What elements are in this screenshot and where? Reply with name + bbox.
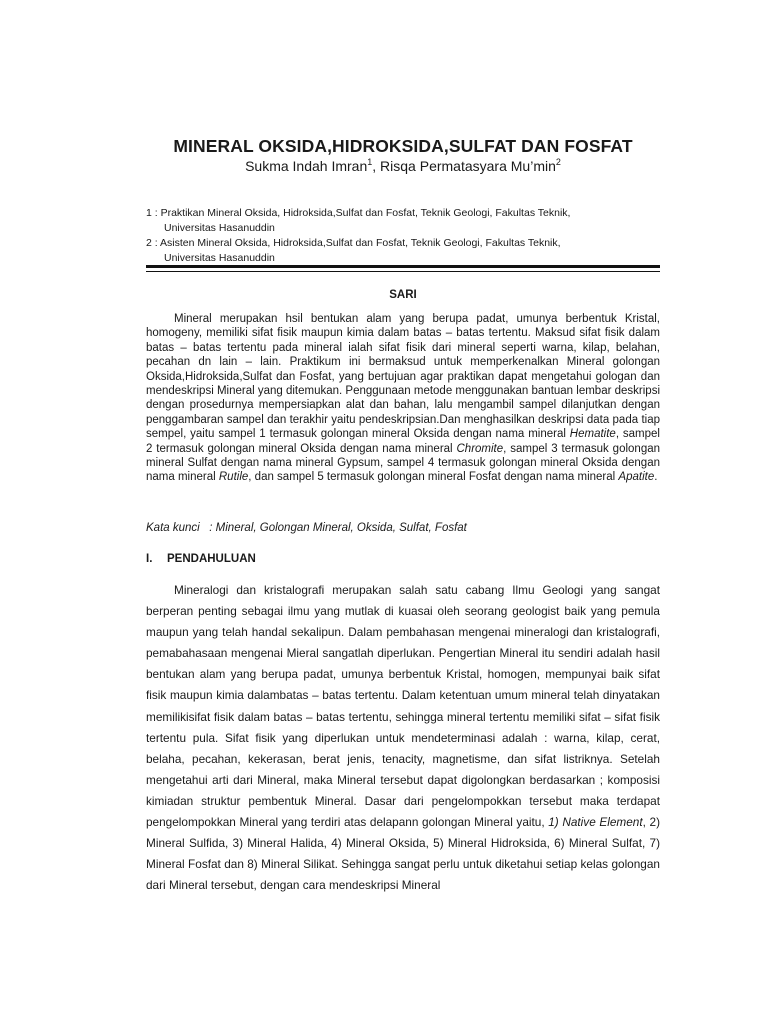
affiliation-2: [146, 236, 660, 266]
paragraph-segment: , 2) Mineral Sulfida, 3) Mineral Halida, 4) Mineral Oksida, 5) Mineral Hidroksida, 6) Mineral Sulfat, 7) Mineral Fosfat dan 8) Mineral Silikat. Sehingga sangat perlu untuk diketahui setiap kelas golongan dari Mineral tersebut, dengan cara mendeskripsi Mineral: [146, 815, 661, 893]
abstract-segment: , sampel 3 termasuk golongan mineral Sulfat dengan nama mineral Gypsum, sampel 4 termasuk golongan mineral Oksida dengan nama mineral: [146, 442, 661, 484]
mineral-name: Hematite: [569, 428, 616, 441]
mineral-name: Apatite: [618, 471, 655, 484]
list-item-italic: 1) Native Element: [548, 815, 643, 830]
author-name: Sukma Indah Imran: [245, 158, 368, 174]
section-title: PENDAHULUAN: [167, 553, 256, 565]
paper-title: MINERAL OKSIDA,HIDROKSIDA,SULFAT DAN FOSFAT: [173, 136, 633, 156]
abstract-segment: Mineral merupakan hsil bentukan alam yang berupa padat, umunya berbentuk Kristal, homogeny, memiliki sifat fisik maupun kimia dalam batas – batas tertentu. Maksud sifat fisik dalam batas – batas tertentu pada mineral ialah sifat fisik dari mineral seperti warna, kilap, belahan, pecahan dn lain – lain. Praktikum ini bermaksud untuk memperkenalkan Mineral golongan Oksida,Hidroksida,Sulfat dan Fosfat, yang bertujuan agar praktikan dapat mengetahui gologan dan mendeskripsi Mineral yang ditemukan. Penggunaan metode menggunakan bantuan lembar deskripsi dengan prosedurnya mempersiapkan alat dan bahan, lalu mengambil sampel dilanjutkan dengan penggambaran sampel dan terakhir yaitu pendeskripsian.Dan menghasilkan deskripsi data pada tiap sempel, yaitu sampel 1 termasuk golongan mineral Oksida dengan nama mineral: [146, 313, 660, 441]
abstract-segment: .: [654, 471, 658, 484]
section-heading: [146, 553, 660, 565]
affiliation-1: [146, 206, 660, 236]
abstract-segment: , dan sampel 5 termasuk golongan mineral Fosfat dengan nama mineral: [248, 471, 619, 484]
author-separator: ,: [372, 158, 381, 174]
author-affiliation-mark: 2: [555, 157, 561, 167]
abstract-segment: , sampel 2 termasuk golongan mineral Oksida dengan nama mineral: [146, 428, 660, 455]
section-number: I.: [146, 553, 153, 565]
mineral-name: Rutile: [218, 471, 249, 484]
abstract-text: [146, 312, 660, 485]
author-name: Risqa Permatasyara Mu’min: [380, 158, 556, 174]
divider-thin: [146, 271, 660, 272]
affiliation-line: 2 : Asisten Mineral Oksida, Hidroksida,Sulfat dan Fosfat, Teknik Geologi, Fakultas Teknik,: [146, 237, 561, 249]
author-list: [146, 157, 660, 174]
paragraph-segment: Mineralogi dan kristalografi merupakan salah satu cabang Ilmu Geologi yang sangat berperan penting sebagai ilmu yang mutlak di kuasai oleh seorang geologist baik yang pemula maupun yang telah handal sekalipun. Dalam pembahasan mengenai mineralogi dan kristalografi, pemabahasaan mengenai Mieral sangatlah diperlukan. Pengertian Mineral itu sendiri adalah hasil bentukan alam yang berupa padat, umunya berbentuk Kristal, homogen, mempunyai baik sifat fisik maupun kimia dalambatas – batas tertentu. Dalam ketentuan umum mineral telah dinyatakan memilikisifat fisik dalam batas – batas tertentu, sehingga mineral tertentu memiliki sifat – sifat fisik tertentu pula. Sifat fisik yang diperlukan untuk mendeterminasi adalah : warna, kilap, cerat, belaha, pecahan, kekerasan, berat jenis, tenacity, magnetisme, dan sifat listriknya. Setelah mengetahui arti dari Mineral, maka Mineral tersebut dapat digolongkan berdasarkan ; komposisi kimiadan struktur pembentuk Mineral. Dasar dari pengelompokkan tersebut maka terdapat pengelompokkan Mineral yang terdiri atas delapann golongan Mineral yaitu,: [146, 583, 660, 830]
divider-thick: [146, 265, 660, 268]
affiliation-line: 1 : Praktikan Mineral Oksida, Hidroksida,Sulfat dan Fosfat, Teknik Geologi, Fakultas Teknik,: [146, 207, 571, 219]
affiliation-line: Universitas Hasanuddin: [164, 222, 275, 234]
mineral-name: Chromite: [456, 442, 504, 455]
keywords: Kata kunci : Mineral, Golongan Mineral, Oksida, Sulfat, Fosfat: [146, 522, 467, 534]
affiliation-line: Universitas Hasanuddin: [164, 252, 275, 264]
abstract-heading: SARI: [389, 289, 417, 301]
author-affiliation-mark: 1: [367, 157, 373, 167]
introduction-paragraph: [146, 580, 660, 896]
